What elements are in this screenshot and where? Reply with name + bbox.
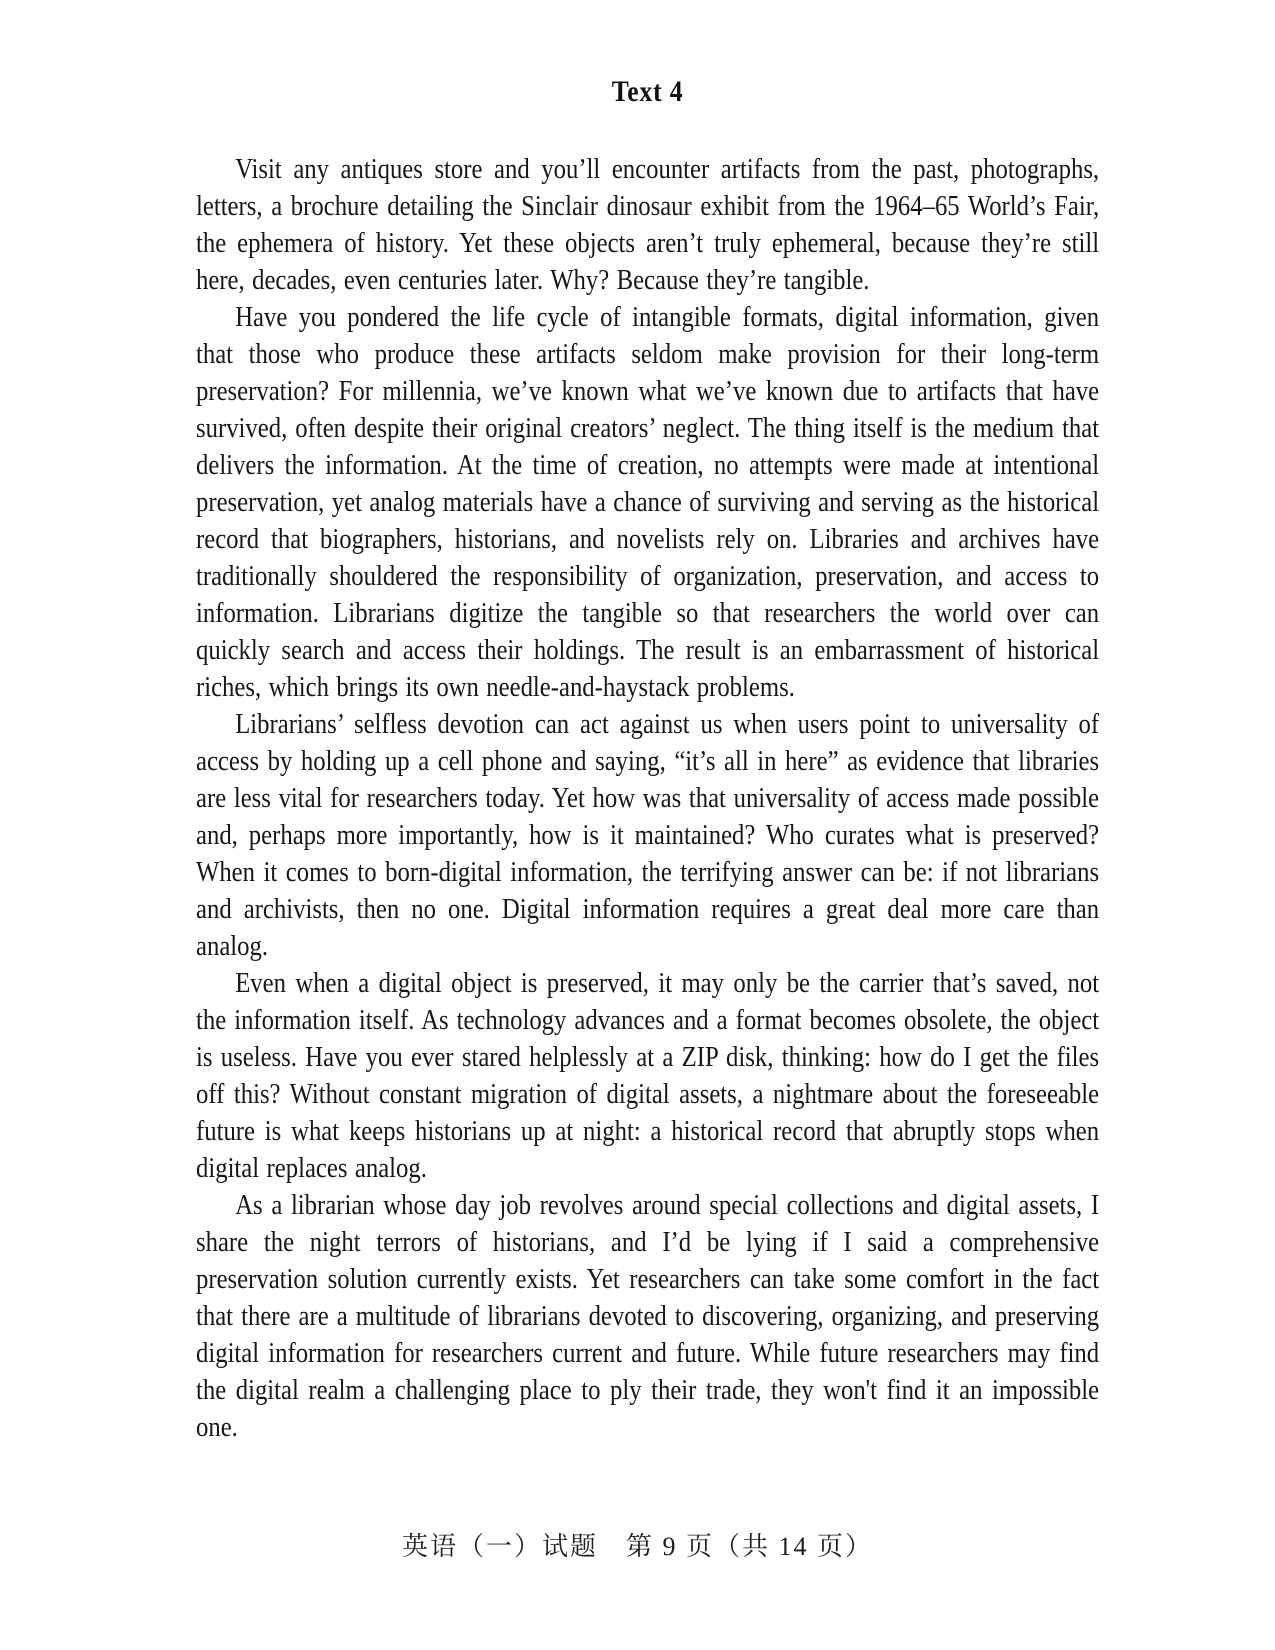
passage-paragraph-4: Even when a digital object is preserved, it may only be the carrier that’s saved, not the information itself. As technology advances and a format becomes obsolete, the object is useless. Have you ever stared helplessly at a ZIP disk, thinking: how do I get the files off this? Without constant migration of digital assets, a nightmare about the foreseeable future is what keeps historians up at night: a historical record that abruptly stops when digital replaces analog. [196, 967, 1100, 1184]
passage-paragraph-5: As a librarian whose day job revolves around special collections and digital assets, I share the night terrors of historians, and I’d be lying if I said a comprehensive preservation solution currently exists. Yet researchers can take some comfort in the fact that there are a multitude of librarians devoted to discovering, organizing, and preserving digital information for researchers current and future. While future researchers may find the digital realm a challenging place to ply their trade, they won't find it an impossible one. [196, 1189, 1100, 1443]
passage-paragraph-2: Have you pondered the life cycle of intangible formats, digital information, given that those who produce these artifacts seldom make provision for their long-term preservation? For millennia, we’ve known what we’ve known due to artifacts that have survived, often despite their original creators’ neglect. The thing itself is the medium that delivers the information. At the time of creation, no attempts were made at intentional preservation, yet analog materials have a chance of surviving and serving as the historical record that biographers, historians, and novelists rely on. Libraries and archives have traditionally shouldered the responsibility of organization, preservation, and access to information. Librarians digitize the tangible so that researchers the world over can quickly search and access their holdings. The result is an embarrassment of historical riches, which brings its own needle-and-haystack problems. [196, 301, 1100, 703]
passage-column [196, 74, 1099, 1446]
passage-paragraph-1: Visit any antiques store and you’ll encounter artifacts from the past, photographs, letters, a brochure detailing the Sinclair dinosaur exhibit from the 1964–65 World’s Fair, the ephemera of history. Yet these objects aren’t truly ephemeral, because they’re still here, decades, even centuries later. Why? Because they’re tangible. [196, 153, 1100, 296]
passage-title: Text 4 [611, 75, 684, 108]
passage-paragraph-3: Librarians’ selfless devotion can act against us when users point to universality of access by holding up a cell phone and saying, “it’s all in here” as evidence that libraries are less vital for researchers today. Yet how was that universality of access made possible and, perhaps more importantly, how is it maintained? Who curates what is preserved? When it comes to born-digital information, the terrifying answer can be: if not librarians and archivists, then no one. Digital information requires a great deal more care than analog. [196, 708, 1100, 962]
page-footer [0, 1530, 1275, 1564]
page-footer-text: 英语（一）试题 第 9 页（共 14 页） [401, 1532, 873, 1561]
